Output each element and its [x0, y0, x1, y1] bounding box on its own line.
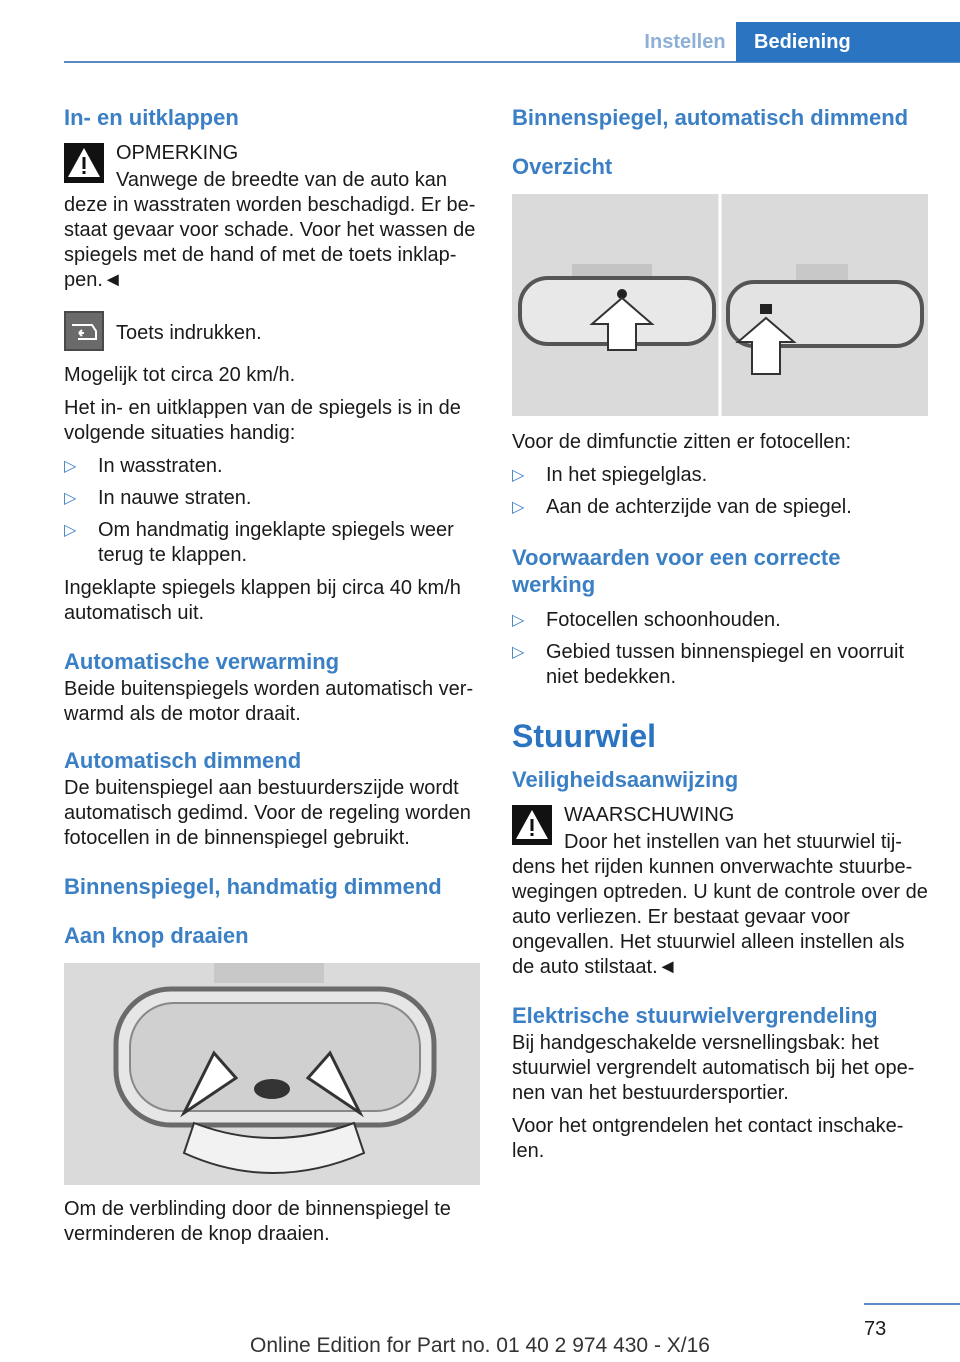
heading-manual-dim: Binnenspiegel, handmatig dimmend: [64, 874, 442, 899]
speed-text: Mogelijk tot circa 20 km/h.: [64, 364, 296, 386]
heading-steering-wheel: Stuurwiel: [512, 718, 657, 754]
bullet-icon: ▷: [64, 458, 77, 475]
warning-title: WAARSCHUWING: [564, 804, 735, 826]
page-number: 73: [864, 1318, 887, 1340]
list-item: ▷ Fotocellen schoonhouden.: [512, 609, 781, 631]
tab-bediening[interactable]: Bediening: [736, 22, 960, 62]
auto-dim-text: De buitenspiegel aan bestuurderszijde wordt automatisch gedimd. Voor de regeling worden fotocellen in de binnenspiegel gebruikt.: [64, 777, 471, 849]
bullet-icon: ▷: [512, 644, 525, 661]
list-item: ▷ In het spiegelglas.: [512, 464, 708, 486]
photocell-figure: [512, 194, 928, 416]
situations-list: [64, 454, 480, 568]
mirror-knob-illustration: [64, 963, 480, 1185]
heading-fold: In- en uitklappen: [64, 105, 239, 130]
photocell-list: [512, 463, 928, 520]
bullet-icon: ▷: [512, 467, 525, 484]
footer-rule: [864, 1303, 960, 1305]
mirror-fold-button-icon: [64, 311, 104, 351]
handy-text: Het in- en uitklappen van de spiegels is in de volgende situaties handig:: [64, 397, 461, 444]
warning-text: Door het instellen van het stuurwiel tijdens het rijden kunnen onverwachte stuurbewegingen optreden. U kunt de controle over de auto verliezen. Er bestaat gevaar voor ongevallen. Het stuurwiel alleen instellen als de auto stilstaat.◄: [512, 831, 928, 978]
mirror-photocell-illustration: [512, 194, 928, 416]
knob-text: Om de verblinding door de binnenspiegel te verminderen de knop draaien.: [64, 1198, 451, 1245]
note-text: Vanwege de breedte van de auto kan deze in wasstraten worden beschadigd. Er bestaat gevaar voor schade. Voor het wassen de spiegels met de hand of met de toets inklappen.◄: [64, 169, 476, 291]
list-item: ▷ Aan de achterzijde van de spiegel.: [512, 496, 852, 518]
warning-box: [512, 803, 928, 980]
heading-heating: Automatische verwarming: [64, 649, 340, 674]
note-title: OPMERKING: [116, 142, 239, 164]
right-column: [512, 100, 928, 1172]
list-item: ▷ Gebied tussen binnenspiegel en voorruit niet bedekken.: [512, 641, 905, 688]
heading-knob: Aan knop draaien: [64, 923, 249, 948]
heading-auto-dim-inner: Binnenspiegel, automatisch dimmend: [512, 105, 909, 130]
after-bullets-text: Ingeklapte spiegels klappen bij circa 40 km/h automatisch uit.: [64, 577, 461, 624]
conditions-list: [512, 608, 928, 690]
lock-text: Bij handgeschakelde versnellingsbak: het stuurwiel vergrendelt automatisch bij het openen van het bestuurdersportier.: [512, 1032, 915, 1104]
left-column: [64, 100, 480, 1255]
heating-text: Beide buitenspiegels worden automatisch verwarmd als de motor draait.: [64, 678, 474, 725]
bullet-icon: ▷: [512, 499, 525, 516]
bullet-icon: ▷: [512, 612, 525, 629]
heading-safety: Veiligheidsaanwijzing: [512, 767, 739, 792]
list-item: ▷ In wasstraten.: [64, 455, 223, 477]
button-note: [64, 307, 480, 353]
button-text: Toets indrukken.: [116, 322, 262, 344]
tab-instellen[interactable]: Instellen: [644, 30, 726, 53]
warning-icon: [64, 143, 104, 183]
note-box: [64, 141, 480, 293]
photo-text: Voor de dimfunctie zitten er fotocellen:: [512, 431, 852, 453]
heading-lock: Elektrische stuurwielvergrendeling: [512, 1003, 878, 1028]
heading-auto-dim: Automatisch dimmend: [64, 748, 302, 773]
list-item: ▷ In nauwe straten.: [64, 487, 252, 509]
list-item: ▷ Om handmatig ingeklapte spiegels weer terug te klappen.: [64, 519, 454, 566]
unlock-text: Voor het ontgrendelen het contact inschakelen.: [512, 1115, 904, 1162]
heading-conditions: Voorwaarden voor een correcte werking: [512, 545, 841, 597]
bullet-icon: ▷: [64, 522, 77, 539]
bullet-icon: ▷: [64, 490, 77, 507]
heading-overview: Overzicht: [512, 154, 613, 179]
footer-edition: Online Edition for Part no. 01 40 2 974 430 - X/16: [250, 1334, 710, 1357]
knob-mirror-figure: [64, 963, 480, 1185]
warning-icon: [512, 805, 552, 845]
